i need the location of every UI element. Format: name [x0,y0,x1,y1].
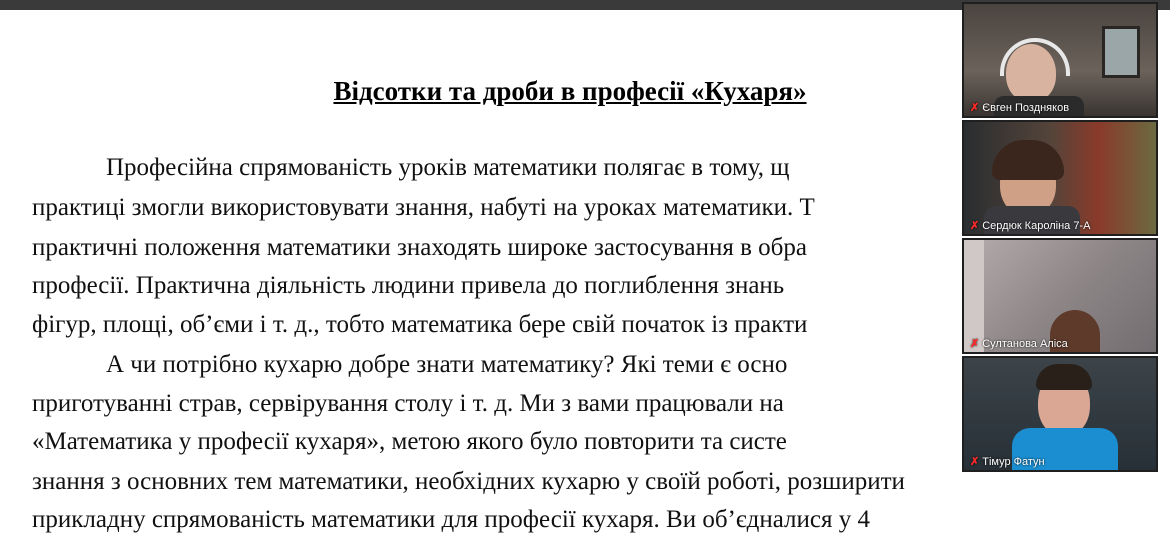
participant-tile[interactable] [962,120,1158,236]
document-line: прикладну спрямованість математики для професії кухаря. Ви об’єдналися у 4 [32,506,870,533]
participant-tile[interactable] [962,356,1158,472]
headphones [1000,38,1070,76]
mic-off-icon: ✗ [970,102,980,114]
participant-tile[interactable] [962,238,1158,354]
document-line: фігур, площі, об’єми і т. д., тобто математика бере свій початок із практи [32,311,808,338]
document-line: приготуванні страв, сервірування столу і т. д. Ми з вами працювали на [32,390,784,417]
participant-name: Сердюк Кароліна 7-А [982,220,1091,232]
participant-tile[interactable] [962,2,1158,118]
mic-off-icon: ✗ [970,338,980,350]
document-line: практиці змогли використовувати знання, набуті на уроках математики. Т [32,194,815,221]
document-line: практичні положення математики знаходять широке застосування в обра [32,234,807,261]
document-title: Відсотки та дроби в професії «Кухаря» [333,76,807,106]
mic-off-icon: ✗ [970,220,980,232]
document-line: знання з основних тем математики, необхідних кухарю у своїй роботі, розширити [32,468,905,495]
mic-off-icon: ✗ [970,456,980,468]
document-line: А чи потрібно кухарю добре знати математику? Які теми є осно [106,351,788,378]
window-background [1102,26,1140,78]
document-line: Професійна спрямованість уроків математики полягає в тому, щ [106,154,790,181]
participant-name: Євген Поздняков [982,102,1070,114]
participant-name-bar [970,219,1090,232]
document-line: «Математика у професії кухаря», метою якого було повторити та систе [32,428,787,455]
participant-name: Тімур Фатун [982,456,1045,468]
document-line: професії. Практична діяльність людини привела до поглиблення знань [32,272,785,299]
participant-name-bar [970,455,1045,468]
participant-hair [992,140,1064,180]
participant-name: Султанова Аліса [982,338,1068,350]
participant-name-bar [970,101,1069,114]
participant-hair [1036,364,1092,390]
participant-name-bar [970,337,1068,350]
door-frame [964,240,984,352]
